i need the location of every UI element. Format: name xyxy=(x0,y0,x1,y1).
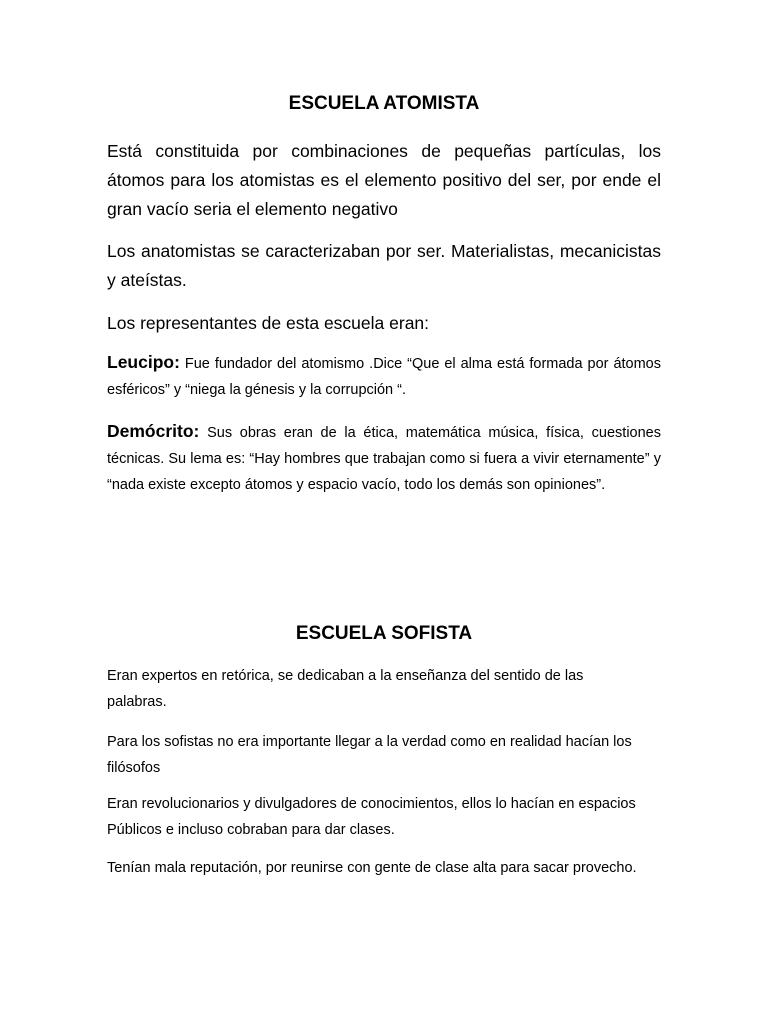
sofista-paragraph-2: Para los sofistas no era importante llegar a la verdad como en realidad hacían los filósofos xyxy=(107,734,632,776)
sofista-paragraph-3: Eran revolucionarios y divulgadores de conocimientos, ellos lo hacían en espacios Públicos e incluso cobraban para dar clases. xyxy=(107,796,636,838)
leucipo-text: Fue fundador del atomismo .Dice “Que el alma está formada por átomos esféricos” y “niega la génesis y la corrupción “. xyxy=(107,356,661,398)
leucipo-name: Leucipo: xyxy=(107,352,180,372)
leucipo-paragraph xyxy=(107,349,661,403)
atomista-paragraph-2: Los anatomistas se caracterizaban por ser. Materialistas, mecanicistas y ateístas. xyxy=(107,241,661,290)
atomista-title: ESCUELA ATOMISTA xyxy=(288,93,480,114)
democrito-text: Sus obras eran de la ética, matemática música, física, cuestiones técnicas. Su lema es: “Hay hombres que trabajan como si fuera a vivir eternamente” y “nada existe excepto átomos y espacio vacío, todo los demás son opiniones”. xyxy=(107,425,661,493)
atomista-paragraph-1: Está constituida por combinaciones de pequeñas partículas, los átomos para los atomistas es el elemento positivo del ser, por ende el gran vacío seria el elemento negativo xyxy=(107,141,661,219)
democrito-paragraph xyxy=(107,418,661,498)
atomista-paragraph-3: Los representantes de esta escuela eran: xyxy=(107,313,430,333)
sofista-title: ESCUELA SOFISTA xyxy=(295,623,473,644)
sofista-paragraph-1: Eran expertos en retórica, se dedicaban a la enseñanza del sentido de las palabras. xyxy=(107,668,584,710)
democrito-name: Demócrito: xyxy=(107,421,200,441)
sofista-paragraph-4: Tenían mala reputación, por reunirse con gente de clase alta para sacar provecho. xyxy=(107,860,637,876)
